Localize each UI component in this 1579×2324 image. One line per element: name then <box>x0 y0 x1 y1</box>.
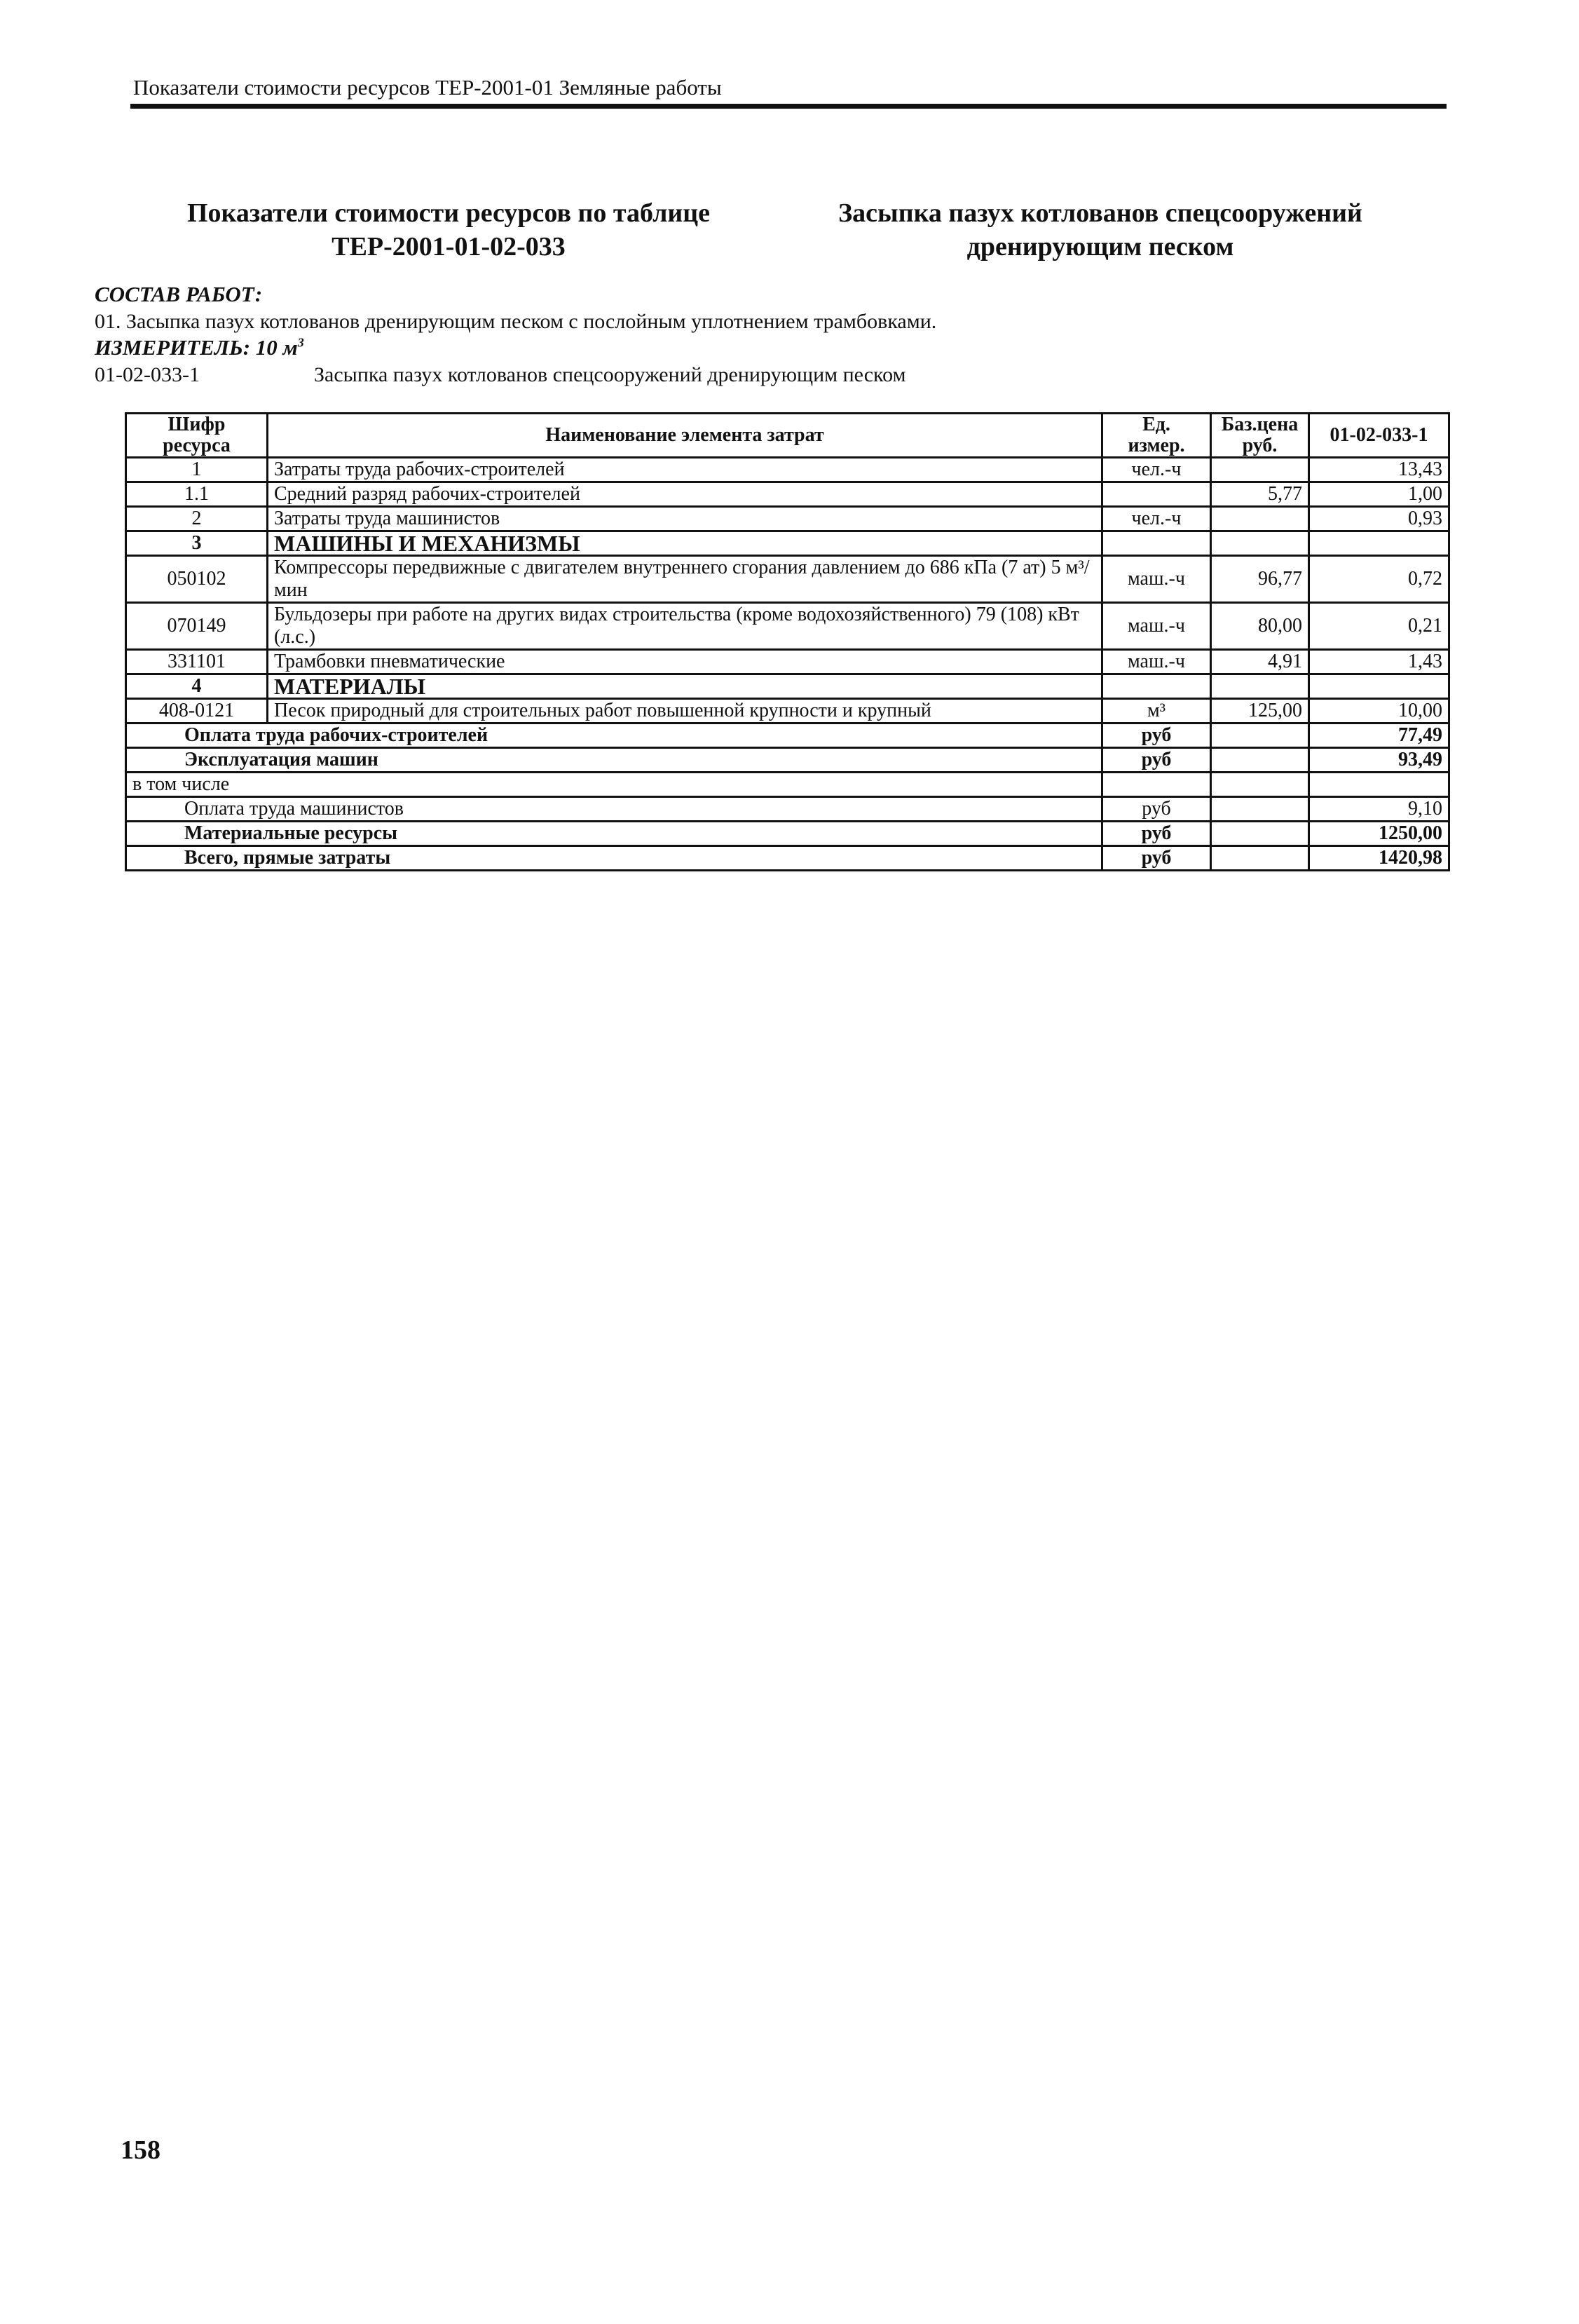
summary-value: 1420,98 <box>1309 846 1449 871</box>
cell-name: Бульдозеры при работе на других видах строительства (кроме водохозяйственного) 79 (108) кВт (л.с.) <box>268 603 1102 650</box>
table-row <box>126 556 1449 603</box>
summary-row <box>126 797 1449 822</box>
summary-unit: руб <box>1102 748 1211 773</box>
header-value: 01-02-033-1 <box>1309 414 1449 458</box>
cell-price: 5,77 <box>1211 482 1309 507</box>
summary-unit: руб <box>1102 797 1211 822</box>
cell-unit: маш.-ч <box>1102 603 1211 650</box>
cell-price: 96,77 <box>1211 556 1309 603</box>
summary-name: Оплата труда рабочих-строителей <box>126 723 1102 748</box>
header-price <box>1211 414 1309 458</box>
summary-price <box>1211 773 1309 797</box>
summary-price <box>1211 797 1309 822</box>
cell-name: МАШИНЫ И МЕХАНИЗМЫ <box>268 531 1102 556</box>
section-row-machines <box>126 531 1449 556</box>
section-row-materials <box>126 674 1449 699</box>
cell-price <box>1211 674 1309 699</box>
cell-value: 0,72 <box>1309 556 1449 603</box>
cell-unit: чел.-ч <box>1102 458 1211 482</box>
summary-value: 1250,00 <box>1309 822 1449 846</box>
header-unit-l1: Ед. <box>1142 414 1170 435</box>
cell-value: 10,00 <box>1309 699 1449 723</box>
cell-price: 80,00 <box>1211 603 1309 650</box>
norm-code: 01-02-033-1 <box>95 363 200 386</box>
cell-price <box>1211 531 1309 556</box>
table-row <box>126 482 1449 507</box>
cell-name: Затраты труда рабочих-строителей <box>268 458 1102 482</box>
cell-code: 070149 <box>126 603 268 650</box>
running-header: Показатели стоимости ресурсов ТЕР-2001-01 Земляные работы <box>133 75 722 100</box>
cell-code: 1 <box>126 458 268 482</box>
meter-label: ИЗМЕРИТЕЛЬ: 10 м <box>95 335 298 360</box>
norm-title: Засыпка пазух котлованов спецсооружений дренирующим песком <box>314 363 906 386</box>
table-header-row <box>126 414 1449 458</box>
summary-row <box>126 723 1449 748</box>
summary-name: Всего, прямые затраты <box>126 846 1102 871</box>
cell-name: МАТЕРИАЛЫ <box>268 674 1102 699</box>
cell-unit <box>1102 482 1211 507</box>
summary-unit: руб <box>1102 822 1211 846</box>
summary-name: Оплата труда машинистов <box>126 797 1102 822</box>
cell-code: 1.1 <box>126 482 268 507</box>
cell-unit <box>1102 531 1211 556</box>
cell-unit <box>1102 674 1211 699</box>
cell-code: 408-0121 <box>126 699 268 723</box>
summary-row-total <box>126 846 1449 871</box>
header-price-l1: Баз.цена <box>1221 414 1299 435</box>
table-title-line2: ТЕР-2001-01-02-033 <box>331 232 566 261</box>
table-title-line1: Показатели стоимости ресурсов по таблице <box>186 198 711 228</box>
cell-code: 331101 <box>126 650 268 674</box>
cell-code: 2 <box>126 507 268 531</box>
work-title-line2: дренирующим песком <box>966 232 1234 261</box>
cell-name: Затраты труда машинистов <box>268 507 1102 531</box>
summary-unit <box>1102 773 1211 797</box>
cell-price: 125,00 <box>1211 699 1309 723</box>
work-composition-label: СОСТАВ РАБОТ: <box>95 282 263 306</box>
cell-code: 4 <box>126 674 268 699</box>
work-composition-item: 01. Засыпка пазух котлованов дренирующим песком с послойным уплотнением трамбовками. <box>95 310 937 333</box>
header-rule <box>130 104 1447 109</box>
summary-price <box>1211 723 1309 748</box>
cell-price: 4,91 <box>1211 650 1309 674</box>
cell-unit: маш.-ч <box>1102 556 1211 603</box>
cell-name: Трамбовки пневматические <box>268 650 1102 674</box>
summary-price <box>1211 822 1309 846</box>
summary-price <box>1211 846 1309 871</box>
header-code-l2: ресурса <box>163 435 231 456</box>
table-row <box>126 458 1449 482</box>
summary-name: в том числе <box>126 773 1102 797</box>
summary-row <box>126 822 1449 846</box>
norm-code-line <box>95 363 906 387</box>
summary-value: 93,49 <box>1309 748 1449 773</box>
cell-value: 1,43 <box>1309 650 1449 674</box>
cell-value: 0,21 <box>1309 603 1449 650</box>
header-price-l2: руб. <box>1242 435 1278 456</box>
summary-value <box>1309 773 1449 797</box>
summary-name: Материальные ресурсы <box>126 822 1102 846</box>
cell-value <box>1309 674 1449 699</box>
cell-name: Средний разряд рабочих-строителей <box>268 482 1102 507</box>
header-unit <box>1102 414 1211 458</box>
page-number: 158 <box>121 2135 160 2165</box>
table-row <box>126 603 1449 650</box>
cell-value: 0,93 <box>1309 507 1449 531</box>
summary-unit: руб <box>1102 723 1211 748</box>
summary-row <box>126 748 1449 773</box>
cell-price <box>1211 507 1309 531</box>
header-name: Наименование элемента затрат <box>268 414 1102 458</box>
meter-sup: 3 <box>297 335 304 350</box>
table-row <box>126 650 1449 674</box>
cell-value: 1,00 <box>1309 482 1449 507</box>
cell-unit: чел.-ч <box>1102 507 1211 531</box>
cell-unit: маш.-ч <box>1102 650 1211 674</box>
table-row <box>126 699 1449 723</box>
summary-row <box>126 773 1449 797</box>
cell-code: 3 <box>126 531 268 556</box>
cell-value: 13,43 <box>1309 458 1449 482</box>
cell-price <box>1211 458 1309 482</box>
cell-name: Компрессоры передвижные с двигателем внутреннего сгорания давлением до 686 кПа (7 ат) 5 м³/мин <box>268 556 1102 603</box>
cell-value <box>1309 531 1449 556</box>
header-code-l1: Шифр <box>168 414 226 435</box>
meter <box>95 335 304 360</box>
summary-value: 9,10 <box>1309 797 1449 822</box>
header-code <box>126 414 268 458</box>
cell-unit: м³ <box>1102 699 1211 723</box>
summary-price <box>1211 748 1309 773</box>
work-title-line1: Засыпка пазух котлованов спецсооружений <box>838 198 1362 228</box>
summary-value: 77,49 <box>1309 723 1449 748</box>
table-row <box>126 507 1449 531</box>
cell-code: 050102 <box>126 556 268 603</box>
work-title <box>785 196 1416 264</box>
summary-unit: руб <box>1102 846 1211 871</box>
cell-name: Песок природный для строительных работ повышенной крупности и крупный <box>268 699 1102 723</box>
table-title <box>133 196 764 264</box>
summary-name: Эксплуатация машин <box>126 748 1102 773</box>
header-unit-l2: измер. <box>1128 435 1185 456</box>
resource-table <box>125 412 1450 871</box>
